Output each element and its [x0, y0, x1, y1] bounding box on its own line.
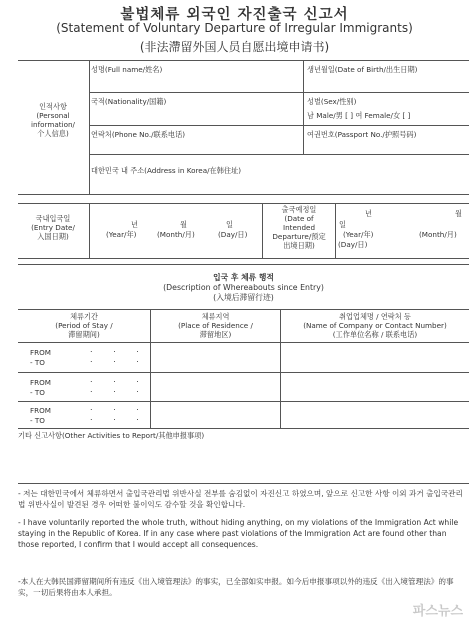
rule [18, 258, 469, 259]
full-name-label: 성명(Full name/姓名) [91, 65, 163, 74]
form-title-chinese: (非法滯留外国人员自愿出境申请书) [139, 40, 330, 54]
rule [18, 203, 469, 204]
row-3-date-dots[interactable]: . . . [90, 413, 148, 422]
rule [18, 342, 469, 343]
entry-year-unit: 년 [131, 220, 138, 229]
row-2-date-dots[interactable]: . . . [90, 385, 148, 394]
rule [89, 92, 469, 93]
nationality-label: 국적(Nationality/国籍) [91, 97, 167, 106]
row-3-from: FROM [30, 406, 51, 415]
departure-month-label: (Month/月) [419, 230, 457, 239]
other-activities-label: 기타 신고사항(Other Activities to Report/其他申报事项) [18, 431, 205, 440]
departure-day-unit: 일 [339, 220, 346, 229]
address-label: 대한민국 내 주소(Address in Korea/在韩住址) [91, 166, 242, 175]
row-1-date-dots[interactable]: . . . [90, 345, 148, 354]
place-of-residence-header: 체류지역 (Place of Residence / 滞留地区) [178, 312, 253, 339]
rule [18, 372, 469, 373]
rule [89, 154, 469, 155]
statement-korean: - 저는 대한민국에서 체류하면서 출입국관리법 위반사실 전부를 숨김없이 자진신고 하였으며, 앞으로 신고한 사항 이외 과거 출입국관리법 위반사실이 발견된 경우 어떠한 불이익도 감수할 것을 확인합니다. [18, 489, 463, 509]
rule [18, 428, 469, 429]
dob-label: 생년월일(Date of Birth/出生日期) [307, 65, 418, 74]
rule [303, 60, 304, 154]
row-3-to: - TO [30, 416, 45, 425]
rule [89, 60, 90, 194]
row-2-to: - TO [30, 388, 45, 397]
rule [18, 264, 469, 265]
rule [335, 203, 336, 258]
rule [18, 309, 469, 310]
company-contact-header: 취업업체명 / 연락처 등 (Name of Company or Contact Number) (工作单位名称 / 联系电话) [303, 312, 447, 339]
entry-day-unit: 일 [226, 220, 233, 229]
rule [89, 125, 469, 126]
sex-label: 성별(Sex/性别) [307, 97, 357, 106]
rule [18, 194, 469, 195]
rule [89, 203, 90, 258]
watermark-logo: 파스뉴스 [412, 604, 463, 619]
form-title-english: (Statement of Voluntary Departure of Irregular Immigrants) [56, 21, 413, 35]
entry-day-label: (Day/日) [218, 230, 248, 239]
row-1-date-dots[interactable]: . . . [90, 355, 148, 364]
entry-date-label: 국내입국일 (Entry Date/ 入国日期) [31, 214, 75, 241]
statement-english: - I have voluntarily reported the whole truth, without hiding anything, on my violations of the Immigration Act while staying in the Republic of Korea. If in any case where past violations of the Immigration Act are found other than those reported, I confirm that I would accept all consequences. [18, 518, 459, 549]
entry-year-label: (Year/年) [106, 230, 137, 239]
form-title-korean: 불법체류 외국인 자진출국 신고서 [120, 7, 349, 23]
phone-label: 연락처(Phone No./联系电话) [91, 130, 186, 139]
sex-options[interactable]: 남 Male/男 [ ] 여 Female/女 [ ] [307, 111, 411, 120]
statement-chinese: -本人在大韩民国滞留期间所有违反《出入境管理法》的事实，已全部如实申报。如今后申报事项以外的违反《出入境管理法》的事实，一切后果将由本人承担。 [18, 577, 454, 597]
row-1-to: - TO [30, 358, 45, 367]
departure-day-label: (Day/日) [338, 240, 368, 249]
period-of-stay-header: 체류기간 (Period of Stay / 滞留期间) [55, 312, 113, 339]
rule [18, 60, 469, 61]
personal-label: 인적사항 (Personal information/ 个人信息) [31, 102, 75, 138]
rule [18, 483, 469, 484]
departure-month-unit: 월 [455, 209, 462, 218]
row-2-date-dots[interactable]: . . . [90, 375, 148, 384]
row-2-from: FROM [30, 378, 51, 387]
entry-month-label: (Month/月) [157, 230, 195, 239]
rule [18, 401, 469, 402]
departure-year-label: (Year/年) [343, 230, 374, 239]
row-3-date-dots[interactable]: . . . [90, 403, 148, 412]
departure-year-unit: 년 [365, 209, 372, 218]
departure-date-label: 출국예정일 (Date of Intended Departure/预定 出境日期) [272, 205, 326, 250]
entry-month-unit: 월 [180, 220, 187, 229]
whereabouts-heading: 입국 후 체류 행적 (Description of Whereabouts since Entry) (入境后滞留行迹) [163, 273, 324, 302]
row-1-from: FROM [30, 348, 51, 357]
passport-label: 여권번호(Passport No./护照号码) [307, 130, 417, 139]
